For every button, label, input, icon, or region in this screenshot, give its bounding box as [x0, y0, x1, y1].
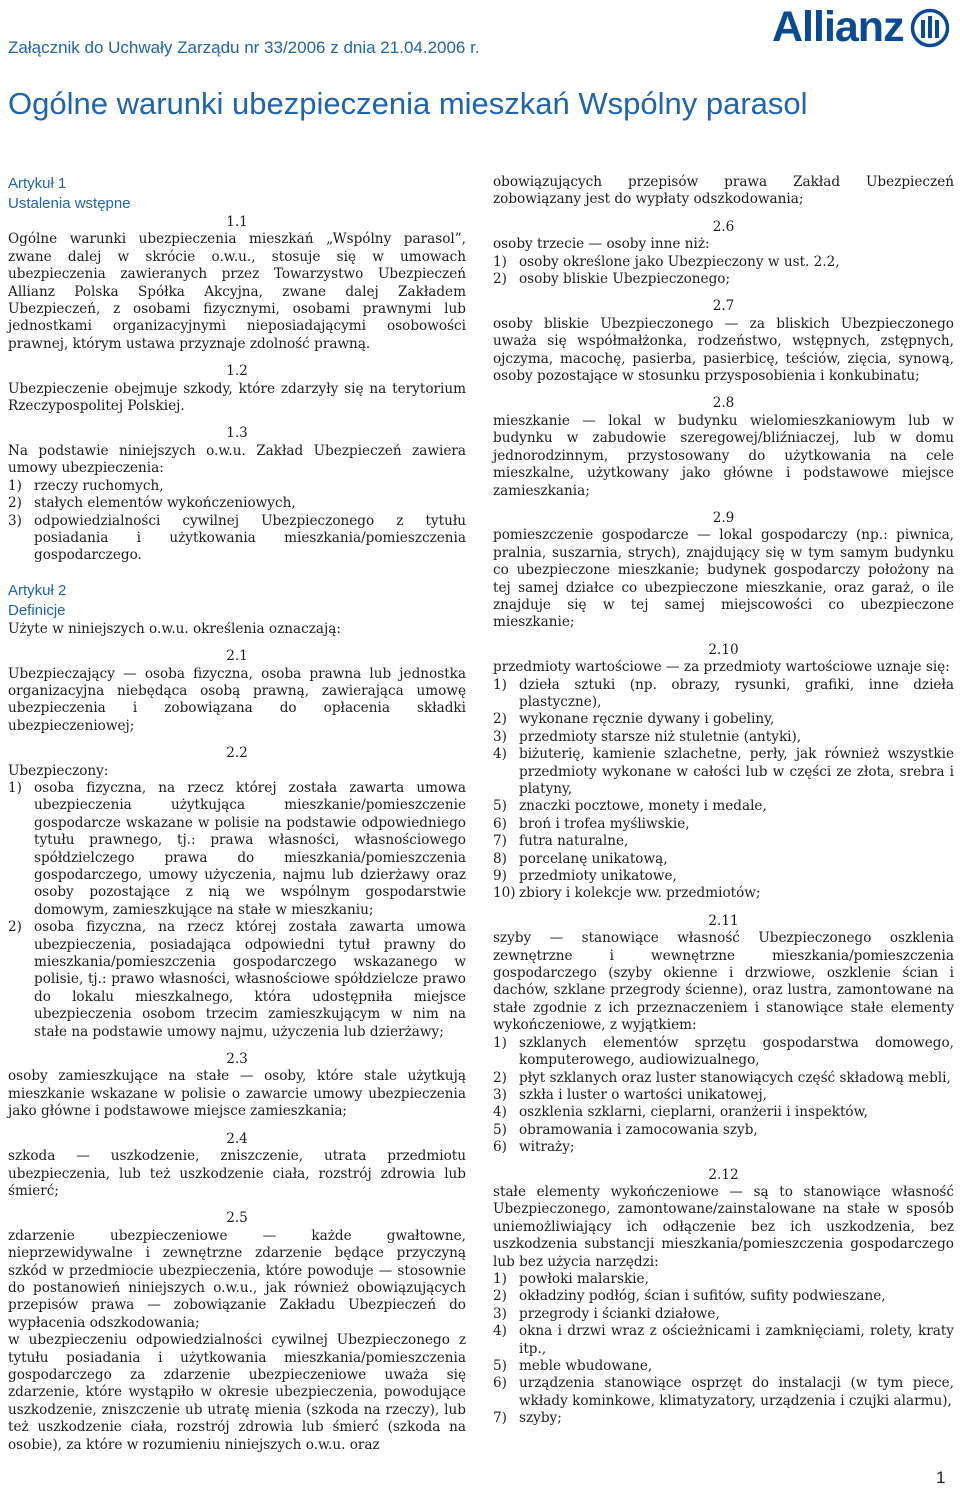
list-item-text: oszklenia szklarni, cieplarni, oranżerii i inspektów, [519, 1104, 868, 1121]
allianz-logo [772, 3, 950, 51]
list-item [8, 478, 466, 495]
list-item-text: futra naturalne, [519, 833, 629, 850]
section-text: Ubezpieczający — osoba fizyczna, osoba prawna lub jednostka organizacyjna niebędąca osobą prawną, zawierająca umowę ubezpieczenia i zobowiązana do opłacenia składki ubezpieczeniowej; [8, 665, 466, 734]
list-item-text: rzeczy ruchomych, [34, 477, 164, 494]
list-item-text: szkła i luster o wartości unikatowej, [519, 1086, 767, 1103]
section-number: 2.4 [226, 1130, 248, 1147]
list-item-number: 5) [493, 798, 507, 815]
list-item-number: 9) [493, 868, 507, 885]
section-number: 2.10 [708, 641, 739, 658]
article-2-title: Definicje [8, 601, 66, 619]
section-number: 1.1 [226, 214, 248, 230]
list-item [493, 1122, 954, 1139]
section-text: przedmioty wartościowe — za przedmioty wartościowe uznaje się: [493, 659, 950, 676]
header-note: Załącznik do Uchwały Zarządu nr 33/2006 z dnia 21.04.2006 r. [8, 38, 480, 57]
list-item-number: 1) [493, 1034, 507, 1051]
section-text: Ogólne warunki ubezpieczenia mieszkań „Wspólny parasol”, zwane dalej w skrócie o.w.u., stosuje się w umowach ubezpieczenia zawieranych przez Towarzystwo Ubezpieczeń Allianz Polska Spółka Akcyjna, zwane dalej Zakładem Ubezpieczeń, z osobami fizycznymi, osobami prawnymi lub jednostkami organizacyjnymi nieposiadającymi osobowości prawnej, którym ustawa przyznaje zdolność prawną. [8, 231, 466, 352]
section-text: Ubezpieczony: [8, 762, 109, 779]
section-text: Ubezpieczenie obejmuje szkody, które zdarzyły się na terytorium Rzeczypospolitej Polskiej. [8, 380, 466, 415]
section-number: 1.3 [226, 425, 248, 442]
list-item-number: 3) [8, 512, 22, 529]
section-text: osoby bliskie Ubezpieczonego — za bliskich Ubezpieczonego uważa się współmałżonka, rodzeństwo, wstępnych, zstępnych, ojczyma, macochę, pasierba, pasierbicę, teściów, zięcia, synową, osoby pozostające w stosunku przysposobienia i konkubinatu; [493, 315, 954, 385]
section-number: 2.1 [226, 648, 248, 665]
list-item [493, 868, 954, 885]
list-item [493, 1323, 954, 1358]
list-item [8, 919, 466, 1041]
list-item [493, 1104, 954, 1121]
list-item-number: 2) [493, 271, 507, 288]
article-2-intro: Użyte w niniejszych o.w.u. określenia oznaczają: [8, 620, 341, 637]
list-item-text: zbiory i kolekcje ww. przedmiotów; [519, 885, 761, 902]
list-item-number: 2) [8, 919, 22, 936]
allianz-eagle-icon [910, 8, 950, 48]
list-item-number: 3) [493, 1086, 507, 1103]
list-item-number: 1) [493, 253, 507, 270]
list-item [493, 1358, 954, 1375]
list-item-number: 3) [493, 728, 507, 745]
list-item-number: 4) [493, 1104, 507, 1121]
list-item-text: płyt szklanych oraz luster stanowiących część składową mebli, [519, 1069, 951, 1086]
section-number: 1.2 [226, 363, 248, 380]
article-1-title: Ustalenia wstępne [8, 195, 131, 212]
list-item [493, 1306, 954, 1323]
list-item-number: 2) [493, 1069, 507, 1086]
list-item-text: urządzenia stanowiące osprzęt do instalacji (w tym piece, wkłady kominkowe, klimatyzatory, urządzenia i czujki alarmu), [519, 1375, 954, 1409]
section-text: szkoda — uszkodzenie, zniszczenie, utrata przedmiotu ubezpieczenia, lub też uszkodzenie ciała, rozstrój zdrowia lub śmierć; [8, 1148, 466, 1199]
list-item [493, 254, 954, 271]
section-text: osoby zamieszkujące na stałe — osoby, które stale użytkują mieszkanie wskazane w polisie o zawarcie umowy ubezpieczenia jako główne i podstawowe miejsce zamieszkania; [8, 1068, 466, 1120]
list-item-number: 10) [493, 885, 516, 902]
list-item-number: 5) [493, 1121, 507, 1138]
list-item [493, 677, 954, 712]
list-item [8, 780, 466, 919]
list-item [493, 271, 954, 288]
section-text: stałe elementy wykończeniowe — są to stanowiące własność Ubezpieczonego, zamontowane/zainstalowane na stałe w sposób uniemożliwiający ich odłączenie bez ich uszkodzenia, bez uszkodzenia substancji mieszkania/pomieszczenia gospodarczego lub bez użycia narzędzi: [493, 1183, 954, 1270]
list-item [493, 1271, 954, 1288]
section-number: 2.5 [226, 1210, 248, 1227]
section-text: szyby — stanowiące własność Ubezpieczonego oszklenia zewnętrzne i wewnętrzne mieszkania/pomieszczenia gospodarczego (szyby okienne i drzwiowe, oszklenie ścian i dachów, szklane przegrody ścienne), oraz lustra, zamontowane na stałe zgodnie z ich przeznaczeniem i stanowiące stałe elementy wykończeniowe, z wyjątkiem: [493, 930, 954, 1034]
list-item [493, 1139, 954, 1156]
list-item-text: przedmioty starsze niż stuletnie (antyki), [519, 728, 802, 745]
section-number: 2.8 [712, 395, 735, 412]
list-item-number: 6) [493, 1375, 507, 1392]
list-item-text: znaczki pocztowe, monety i medale, [519, 798, 767, 815]
list-item [493, 798, 954, 815]
list-item [493, 885, 954, 902]
list-item-number: 5) [493, 1358, 507, 1374]
list-item-text: porcelanę unikatową, [519, 850, 668, 867]
section-text: pomieszczenie gospodarcze — lokal gospodarczy (np.: piwnica, pralnia, suszarnia, strych), znajdujący się w tym samym budynku co ubezpieczone mieszkanie; budynek gospodarczy położony na tej samej działce co ubezpieczone mieszkanie, oraz garaż, o ile znajduje się w tej samej miejscowości co ubezpieczone mieszkanie; [493, 527, 954, 631]
section-text-continued: w ubezpieczeniu odpowiedzialności cywilnej Ubezpieczonego z tytułu posiadania i użytkowania mieszkania/pomieszczenia gospodarczego za zdarzenie ubezpieczeniowe uważa się zdarzenie, które wystąpiło w okresie ubezpieczenia, powodujące uszkodzenie, zniszczenie ub utratę mienia (szkoda na rzeczy), lub też uszkodzenie ciała, rozstrój zdrowia lub śmierć (szkoda na osobie), za które w rozumieniu niniejszych o.w.u. oraz [8, 1332, 466, 1453]
list-item-text: osoby bliskie Ubezpieczonego; [519, 271, 731, 288]
section-number: 2.3 [226, 1051, 248, 1068]
list-item [493, 711, 954, 728]
list-item-text: biżuterię, kamienie szlachetne, perły, jak również wszystkie przedmioty wykonane w całości lub w części ze złota, srebra i platyny, [519, 746, 954, 797]
list-item-text: wykonane ręcznie dywany i gobeliny, [519, 711, 775, 728]
list-item-text: meble wbudowane, [519, 1358, 653, 1374]
list-item-number: 2) [493, 711, 507, 728]
list-item-text: przedmioty unikatowe, [519, 868, 677, 885]
list-item-number: 4) [493, 1323, 507, 1340]
list-item-number: 1) [8, 779, 22, 796]
list-item [493, 729, 954, 746]
section-text: osoby trzecie — osoby inne niż: [493, 236, 710, 253]
list-item [493, 746, 954, 798]
section-number: 2.12 [708, 1166, 739, 1183]
list-item-number: 1) [8, 477, 22, 494]
list-item-number: 8) [493, 850, 507, 867]
article-1-number: Artykuł 1 [8, 175, 67, 192]
left-column [8, 174, 466, 1454]
list-item-text: powłoki malarskie, [519, 1270, 649, 1287]
section-text: Na podstawie niniejszych o.w.u. Zakład Ubezpieczeń zawiera umowy ubezpieczenia: [8, 442, 466, 477]
list-item-text: okna i drzwi wraz z ościeżnicami i zamknięciami, rolety, kraty itp., [519, 1323, 954, 1357]
list-item-number: 1) [493, 676, 507, 693]
section-number: 2.6 [712, 218, 735, 235]
list-item-text: odpowiedzialności cywilnej Ubezpieczonego z tytułu posiadania i użytkowania mieszkania/pomieszczenia gospodarczego. [34, 512, 466, 564]
section-number: 2.2 [226, 745, 248, 762]
list-item-number: 4) [493, 746, 507, 763]
list-item-number: 2) [8, 495, 22, 512]
section-number: 2.7 [712, 298, 735, 315]
list-item-number: 7) [493, 833, 507, 850]
section-number: 2.11 [708, 912, 739, 929]
section-text: zdarzenie ubezpieczeniowe — każde gwałtowne, nieprzewidywalne i zewnętrzne zdarzenie będące przyczyną szkód w przedmiocie ubezpieczenia, które powoduje — stosownie do postanowień niniejszych o.w.u., jak również obowiązujących przepisów prawa — zobowiązanie Zakładu Ubezpieczeń do wypłacenia odszkodowania; [8, 1227, 466, 1331]
list-item-text: okładziny podłóg, ścian i sufitów, sufity podwieszane, [519, 1288, 886, 1305]
list-item-text: stałych elementów wykończeniowych, [34, 495, 296, 512]
article-2-number: Artykuł 2 [8, 581, 67, 599]
list-item-text: dzieła sztuki (np. obrazy, rysunki, grafiki, inne dzieła plastyczne), [519, 676, 954, 710]
list-item-number: 2) [493, 1288, 507, 1305]
list-item [493, 1070, 954, 1087]
document-title: Ogólne warunki ubezpieczenia mieszkań Wspólny parasol [8, 86, 808, 121]
list-item [8, 513, 466, 565]
list-item [493, 1087, 954, 1104]
list-item [493, 851, 954, 868]
list-item-text: przegrody i ścianki działowe, [519, 1305, 720, 1322]
list-item-text: szyby; [519, 1410, 562, 1427]
list-item [493, 816, 954, 833]
list-item-text: szklanych elementów sprzętu gospodarstwa domowego, komputerowego, audiowizualnego, [519, 1034, 954, 1069]
list-item-text: obramowania i zamocowania szyb, [519, 1121, 758, 1138]
list-item-number: 3) [493, 1305, 507, 1322]
logo-wordmark: Allianz [772, 3, 904, 51]
list-item-number: 1) [493, 1270, 507, 1287]
list-item [493, 1410, 954, 1427]
right-column [493, 174, 954, 1428]
section-number: 2.9 [712, 509, 735, 526]
list-item [493, 1035, 954, 1070]
list-item-text: osoba fizyczna, na rzecz której została zawarta umowa ubezpieczenia użytkująca mieszkanie/pomieszczenie gospodarcze wskazane w polisie na podstawie odpowiedniego tytułu prawnego, tj.: prawa własności, własnościowego spółdzielczego prawa do mieszkania/pomieszczenia gospodarczego, umowy użyczenia, najmu lub dzierżawy oraz osoby pozostające z nią we wspólnym gospodarstwie domowym, zamieszkujące na stałe w mieszkaniu; [34, 779, 466, 918]
list-item-number: 6) [493, 1139, 507, 1156]
section-text: mieszkanie — lokal w budynku wielomieszkaniowym lub w budynku w zabudowie szeregowej/bliźniaczej, lub w domu jednorodzinnym, przystosowany do użytkowania na cele mieszkalne, użytkowany jako główne i podstawowe miejsce zamieszkania; [493, 412, 954, 499]
page-number: 1 [936, 1468, 946, 1487]
list-item [8, 495, 466, 512]
list-item [493, 833, 954, 850]
list-item-number: 7) [493, 1410, 507, 1427]
list-item-text: witraży; [519, 1139, 575, 1156]
list-item-number: 6) [493, 815, 507, 832]
list-item [493, 1288, 954, 1305]
continued-text: obowiązujących przepisów prawa Zakład Ubezpieczeń zobowiązany jest do wypłaty odszkodowania; [493, 174, 954, 208]
list-item [493, 1375, 954, 1410]
list-item-text: broń i trofea myśliwskie, [519, 815, 690, 832]
list-item-text: osoby określone jako Ubezpieczony w ust. 2.2, [519, 253, 840, 270]
list-item-text: osoba fizyczna, na rzecz której została zawarta umowa ubezpieczenia, posiadająca odpowiedni tytuł prawny do mieszkania/pomieszczenia gospodarczego wskazanego w polisie, tj.: prawo własności, własnościowe spółdzielcze prawo do lokalu mieszkalnego, która udostępniła miejsce ubezpieczenia osobom trzecim zamieszkującym w nim na stałe na podstawie umowy najmu, użyczenia lub dzierżawy; [34, 919, 466, 1040]
